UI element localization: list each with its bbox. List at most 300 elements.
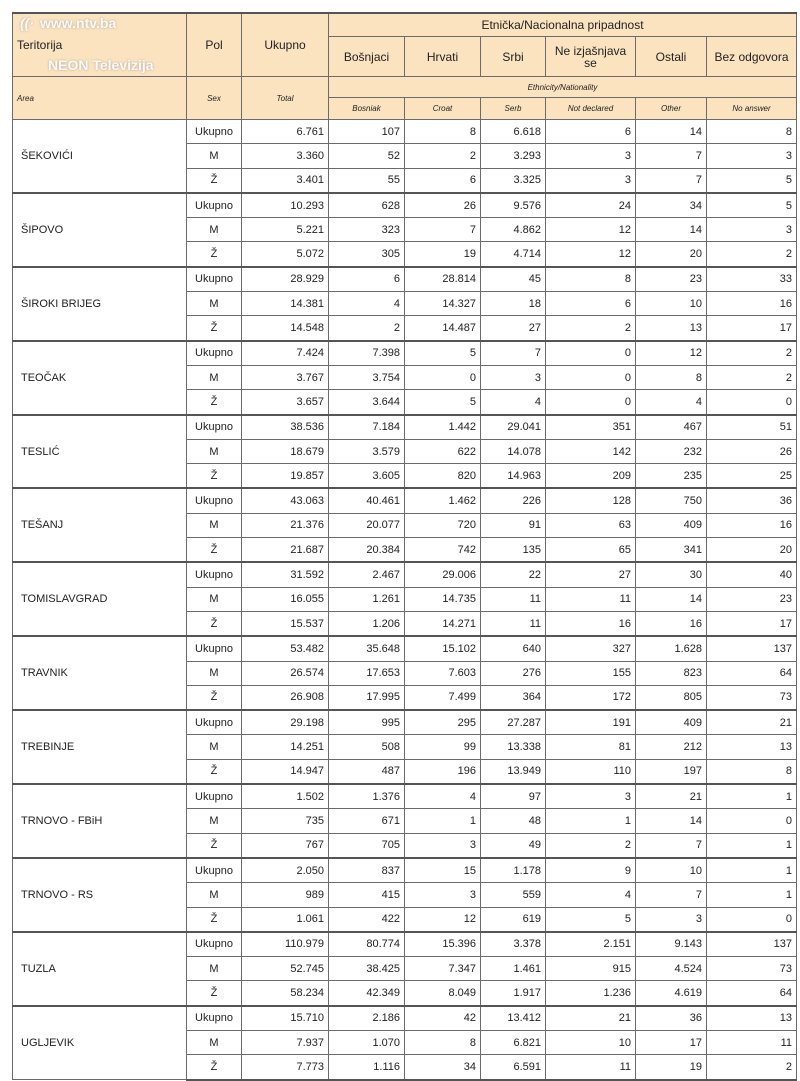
value-cell: 17	[707, 611, 797, 636]
value-cell: 232	[636, 439, 707, 463]
value-cell: 11	[546, 1055, 636, 1080]
value-cell: 14.487	[405, 316, 481, 341]
header-col-1: Hrvati	[405, 37, 481, 77]
value-cell: 735	[242, 809, 329, 833]
value-cell: 9.576	[481, 193, 546, 218]
value-cell: 15.537	[242, 611, 329, 636]
value-cell: 2	[546, 833, 636, 858]
value-cell: 64	[707, 981, 797, 1006]
value-cell: 91	[481, 513, 546, 537]
value-cell: 27	[546, 562, 636, 587]
value-cell: 409	[636, 513, 707, 537]
value-cell: 53.482	[242, 636, 329, 661]
value-cell: 26.574	[242, 661, 329, 685]
header-col-4: Ostali	[636, 37, 707, 77]
value-cell: 2	[707, 1055, 797, 1080]
sex-cell: Ž	[187, 464, 242, 489]
value-cell: 1.236	[546, 981, 636, 1006]
table-row	[13, 858, 797, 883]
value-cell: 12	[636, 341, 707, 366]
sex-cell: M	[187, 957, 242, 981]
territory-name: TOMISLAVGRAD	[13, 562, 187, 636]
value-cell: 17	[636, 1030, 707, 1054]
value-cell: 128	[546, 488, 636, 513]
value-cell: 58.234	[242, 981, 329, 1006]
value-cell: 1.628	[636, 636, 707, 661]
value-cell: 4.714	[481, 242, 546, 267]
sex-cell: Ž	[187, 685, 242, 710]
value-cell: 17	[707, 316, 797, 341]
value-cell: 15.396	[405, 932, 481, 957]
value-cell: 422	[329, 907, 405, 932]
sex-cell: Ž	[187, 242, 242, 267]
value-cell: 30	[636, 562, 707, 587]
value-cell: 235	[636, 464, 707, 489]
value-cell: 226	[481, 488, 546, 513]
value-cell: 2	[707, 242, 797, 267]
value-cell: 17.653	[329, 661, 405, 685]
territory-name: TRAVNIK	[13, 636, 187, 710]
header-ethnicity-group-en: Ethnicity/Nationality	[329, 77, 797, 98]
value-cell: 48	[481, 809, 546, 833]
value-cell: 820	[405, 464, 481, 489]
value-cell: 4	[405, 784, 481, 809]
value-cell: 14.963	[481, 464, 546, 489]
sex-cell: Ž	[187, 981, 242, 1006]
value-cell: 628	[329, 193, 405, 218]
value-cell: 14	[636, 120, 707, 144]
value-cell: 915	[546, 957, 636, 981]
value-cell: 2	[405, 144, 481, 168]
value-cell: 3.360	[242, 144, 329, 168]
header-total: Ukupno	[242, 13, 329, 77]
value-cell: 172	[546, 685, 636, 710]
value-cell: 110	[546, 759, 636, 784]
territory-name: TRNOVO - RS	[13, 858, 187, 932]
value-cell: 823	[636, 661, 707, 685]
value-cell: 1.502	[242, 784, 329, 809]
value-cell: 26	[405, 193, 481, 218]
value-cell: 11	[481, 611, 546, 636]
value-cell: 155	[546, 661, 636, 685]
watermark-line1: www.ntv.ba	[40, 15, 117, 31]
table-row	[13, 932, 797, 957]
value-cell: 3	[546, 168, 636, 193]
value-cell: 2	[707, 365, 797, 389]
value-cell: 7	[481, 341, 546, 366]
value-cell: 2.151	[546, 932, 636, 957]
sex-cell: Ukupno	[187, 415, 242, 440]
sex-cell: M	[187, 883, 242, 907]
value-cell: 10.293	[242, 193, 329, 218]
value-cell: 3	[405, 833, 481, 858]
value-cell: 5	[405, 341, 481, 366]
value-cell: 4	[636, 390, 707, 415]
value-cell: 16	[707, 513, 797, 537]
value-cell: 7.773	[242, 1055, 329, 1080]
value-cell: 11	[707, 1030, 797, 1054]
value-cell: 7	[405, 218, 481, 242]
value-cell: 1	[707, 784, 797, 809]
value-cell: 13.949	[481, 759, 546, 784]
territory-name: ŠIPOVO	[13, 193, 187, 267]
value-cell: 767	[242, 833, 329, 858]
value-cell: 3	[707, 144, 797, 168]
sex-cell: Ukupno	[187, 562, 242, 587]
value-cell: 21	[636, 784, 707, 809]
value-cell: 16.055	[242, 587, 329, 611]
header-sex-en: Sex	[187, 77, 242, 120]
value-cell: 36	[707, 488, 797, 513]
value-cell: 1	[707, 833, 797, 858]
value-cell: 40	[707, 562, 797, 587]
value-cell: 25	[707, 464, 797, 489]
value-cell: 487	[329, 759, 405, 784]
value-cell: 14	[636, 587, 707, 611]
value-cell: 0	[405, 365, 481, 389]
value-cell: 2	[329, 316, 405, 341]
value-cell: 415	[329, 883, 405, 907]
territory-name: TUZLA	[13, 932, 187, 1006]
value-cell: 16	[636, 611, 707, 636]
value-cell: 18	[481, 292, 546, 316]
value-cell: 137	[707, 932, 797, 957]
value-cell: 837	[329, 858, 405, 883]
value-cell: 7	[636, 168, 707, 193]
sex-cell: M	[187, 365, 242, 389]
sex-cell: M	[187, 809, 242, 833]
value-cell: 327	[546, 636, 636, 661]
value-cell: 13	[707, 1006, 797, 1031]
value-cell: 3.754	[329, 365, 405, 389]
value-cell: 1	[405, 809, 481, 833]
value-cell: 364	[481, 685, 546, 710]
value-cell: 12	[546, 218, 636, 242]
value-cell: 5	[707, 168, 797, 193]
value-cell: 8	[546, 267, 636, 292]
value-cell: 20.384	[329, 538, 405, 563]
value-cell: 295	[405, 710, 481, 735]
value-cell: 14.078	[481, 439, 546, 463]
value-cell: 1.442	[405, 415, 481, 440]
header-col-en-0: Bosniak	[329, 98, 405, 120]
value-cell: 3.579	[329, 439, 405, 463]
value-cell: 1.070	[329, 1030, 405, 1054]
value-cell: 3.401	[242, 168, 329, 193]
sex-cell: Ž	[187, 907, 242, 932]
value-cell: 29.198	[242, 710, 329, 735]
value-cell: 7.603	[405, 661, 481, 685]
value-cell: 73	[707, 685, 797, 710]
value-cell: 63	[546, 513, 636, 537]
value-cell: 1	[546, 809, 636, 833]
header-total-en: Total	[242, 77, 329, 120]
value-cell: 341	[636, 538, 707, 563]
value-cell: 323	[329, 218, 405, 242]
value-cell: 0	[707, 809, 797, 833]
header-col-0: Bošnjaci	[329, 37, 405, 77]
value-cell: 14.251	[242, 735, 329, 759]
value-cell: 10	[636, 292, 707, 316]
sex-cell: M	[187, 1030, 242, 1054]
value-cell: 13	[707, 735, 797, 759]
value-cell: 1.178	[481, 858, 546, 883]
value-cell: 705	[329, 833, 405, 858]
value-cell: 52.745	[242, 957, 329, 981]
value-cell: 640	[481, 636, 546, 661]
watermark-line2: NEON Televizija	[48, 57, 154, 73]
sex-cell: Ukupno	[187, 784, 242, 809]
value-cell: 34	[636, 193, 707, 218]
value-cell: 5	[546, 907, 636, 932]
value-cell: 10	[636, 858, 707, 883]
territory-name: UGLJEVIK	[13, 1006, 187, 1080]
value-cell: 6	[405, 168, 481, 193]
sex-cell: Ukupno	[187, 341, 242, 366]
value-cell: 15.102	[405, 636, 481, 661]
territory-name: ŠEKOVIĆI	[13, 120, 187, 193]
value-cell: 20.077	[329, 513, 405, 537]
sex-cell: M	[187, 587, 242, 611]
value-cell: 3.378	[481, 932, 546, 957]
value-cell: 8.049	[405, 981, 481, 1006]
value-cell: 38.536	[242, 415, 329, 440]
value-cell: 26	[707, 439, 797, 463]
value-cell: 3	[707, 218, 797, 242]
value-cell: 197	[636, 759, 707, 784]
header-col-en-3: Not declared	[546, 98, 636, 120]
value-cell: 4	[329, 292, 405, 316]
value-cell: 6	[546, 292, 636, 316]
value-cell: 1.917	[481, 981, 546, 1006]
value-cell: 21.376	[242, 513, 329, 537]
sex-cell: M	[187, 292, 242, 316]
value-cell: 2	[707, 341, 797, 366]
value-cell: 81	[546, 735, 636, 759]
value-cell: 7.424	[242, 341, 329, 366]
value-cell: 7.347	[405, 957, 481, 981]
value-cell: 16	[546, 611, 636, 636]
value-cell: 23	[636, 267, 707, 292]
value-cell: 13	[636, 316, 707, 341]
value-cell: 33	[707, 267, 797, 292]
value-cell: 7	[636, 883, 707, 907]
value-cell: 19.857	[242, 464, 329, 489]
value-cell: 14.271	[405, 611, 481, 636]
value-cell: 209	[546, 464, 636, 489]
value-cell: 2.186	[329, 1006, 405, 1031]
value-cell: 6.761	[242, 120, 329, 144]
value-cell: 7.937	[242, 1030, 329, 1054]
value-cell: 14.548	[242, 316, 329, 341]
value-cell: 4	[546, 883, 636, 907]
value-cell: 7.184	[329, 415, 405, 440]
value-cell: 65	[546, 538, 636, 563]
table-row	[13, 267, 797, 292]
value-cell: 351	[546, 415, 636, 440]
table-row	[13, 415, 797, 440]
value-cell: 995	[329, 710, 405, 735]
sex-cell: M	[187, 439, 242, 463]
table-row	[13, 1006, 797, 1031]
sex-cell: Ukupno	[187, 488, 242, 513]
sex-cell: Ž	[187, 759, 242, 784]
value-cell: 14.735	[405, 587, 481, 611]
value-cell: 29.006	[405, 562, 481, 587]
value-cell: 3	[636, 907, 707, 932]
sex-cell: Ž	[187, 833, 242, 858]
header-col-3: Ne izjašnjava se	[546, 37, 636, 77]
value-cell: 43.063	[242, 488, 329, 513]
value-cell: 5	[405, 390, 481, 415]
value-cell: 73	[707, 957, 797, 981]
value-cell: 467	[636, 415, 707, 440]
value-cell: 26.908	[242, 685, 329, 710]
value-cell: 19	[636, 1055, 707, 1080]
value-cell: 97	[481, 784, 546, 809]
value-cell: 21	[707, 710, 797, 735]
value-cell: 135	[481, 538, 546, 563]
value-cell: 8	[405, 120, 481, 144]
value-cell: 64	[707, 661, 797, 685]
table-row	[13, 341, 797, 366]
value-cell: 137	[707, 636, 797, 661]
value-cell: 3.605	[329, 464, 405, 489]
value-cell: 0	[546, 365, 636, 389]
value-cell: 671	[329, 809, 405, 833]
value-cell: 7.499	[405, 685, 481, 710]
value-cell: 3.293	[481, 144, 546, 168]
value-cell: 5.072	[242, 242, 329, 267]
value-cell: 191	[546, 710, 636, 735]
value-cell: 559	[481, 883, 546, 907]
value-cell: 1.261	[329, 587, 405, 611]
sex-cell: Ž	[187, 538, 242, 563]
value-cell: 51	[707, 415, 797, 440]
value-cell: 36	[636, 1006, 707, 1031]
value-cell: 4	[481, 390, 546, 415]
value-cell: 1.376	[329, 784, 405, 809]
table-row	[13, 120, 797, 144]
sex-cell: Ukupno	[187, 710, 242, 735]
value-cell: 0	[546, 341, 636, 366]
value-cell: 8	[707, 120, 797, 144]
value-cell: 11	[546, 587, 636, 611]
value-cell: 19	[405, 242, 481, 267]
value-cell: 28.814	[405, 267, 481, 292]
header-col-5: Bez odgovora	[707, 37, 797, 77]
value-cell: 28.929	[242, 267, 329, 292]
value-cell: 42.349	[329, 981, 405, 1006]
value-cell: 196	[405, 759, 481, 784]
header-col-en-5: No answer	[707, 98, 797, 120]
ntv-logo: ((·	[20, 15, 34, 31]
value-cell: 15	[405, 858, 481, 883]
value-cell: 2.467	[329, 562, 405, 587]
value-cell: 3	[481, 365, 546, 389]
value-cell: 14.381	[242, 292, 329, 316]
header-col-en-2: Serb	[481, 98, 546, 120]
table-row	[13, 562, 797, 587]
sex-cell: Ukupno	[187, 858, 242, 883]
value-cell: 9.143	[636, 932, 707, 957]
value-cell: 20	[636, 242, 707, 267]
value-cell: 27	[481, 316, 546, 341]
value-cell: 0	[707, 907, 797, 932]
value-cell: 305	[329, 242, 405, 267]
value-cell: 107	[329, 120, 405, 144]
value-cell: 23	[707, 587, 797, 611]
value-cell: 3.657	[242, 390, 329, 415]
sex-cell: Ukupno	[187, 120, 242, 144]
value-cell: 14.327	[405, 292, 481, 316]
table-row	[13, 193, 797, 218]
table-row	[13, 710, 797, 735]
value-cell: 1	[707, 858, 797, 883]
value-cell: 9	[546, 858, 636, 883]
header-col-2: Srbi	[481, 37, 546, 77]
value-cell: 80.774	[329, 932, 405, 957]
territory-name: TEOČAK	[13, 341, 187, 415]
value-cell: 38.425	[329, 957, 405, 981]
value-cell: 622	[405, 439, 481, 463]
header-area-en: Area	[13, 77, 187, 120]
value-cell: 24	[546, 193, 636, 218]
territory-name: TRNOVO - FBiH	[13, 784, 187, 858]
table-row	[13, 784, 797, 809]
value-cell: 8	[636, 365, 707, 389]
value-cell: 40.461	[329, 488, 405, 513]
sex-cell: Ukupno	[187, 267, 242, 292]
value-cell: 276	[481, 661, 546, 685]
sex-cell: Ž	[187, 316, 242, 341]
value-cell: 4.862	[481, 218, 546, 242]
value-cell: 17.995	[329, 685, 405, 710]
value-cell: 989	[242, 883, 329, 907]
value-cell: 6.591	[481, 1055, 546, 1080]
value-cell: 750	[636, 488, 707, 513]
sex-cell: Ukupno	[187, 636, 242, 661]
value-cell: 15.710	[242, 1006, 329, 1031]
territory-name: TREBINJE	[13, 710, 187, 784]
value-cell: 16	[707, 292, 797, 316]
value-cell: 6	[329, 267, 405, 292]
value-cell: 619	[481, 907, 546, 932]
header-sex: Pol	[187, 13, 242, 77]
value-cell: 8	[707, 759, 797, 784]
territory-name: TEŠANJ	[13, 488, 187, 562]
value-cell: 45	[481, 267, 546, 292]
value-cell: 3	[546, 784, 636, 809]
value-cell: 142	[546, 439, 636, 463]
value-cell: 805	[636, 685, 707, 710]
value-cell: 12	[546, 242, 636, 267]
value-cell: 3.325	[481, 168, 546, 193]
sex-cell: Ž	[187, 611, 242, 636]
value-cell: 2.050	[242, 858, 329, 883]
value-cell: 6.618	[481, 120, 546, 144]
value-cell: 3	[405, 883, 481, 907]
value-cell: 7	[636, 144, 707, 168]
value-cell: 14.947	[242, 759, 329, 784]
census-table	[12, 12, 797, 1081]
value-cell: 10	[546, 1030, 636, 1054]
value-cell: 7	[636, 833, 707, 858]
value-cell: 4.524	[636, 957, 707, 981]
sex-cell: M	[187, 735, 242, 759]
value-cell: 13.412	[481, 1006, 546, 1031]
value-cell: 720	[405, 513, 481, 537]
